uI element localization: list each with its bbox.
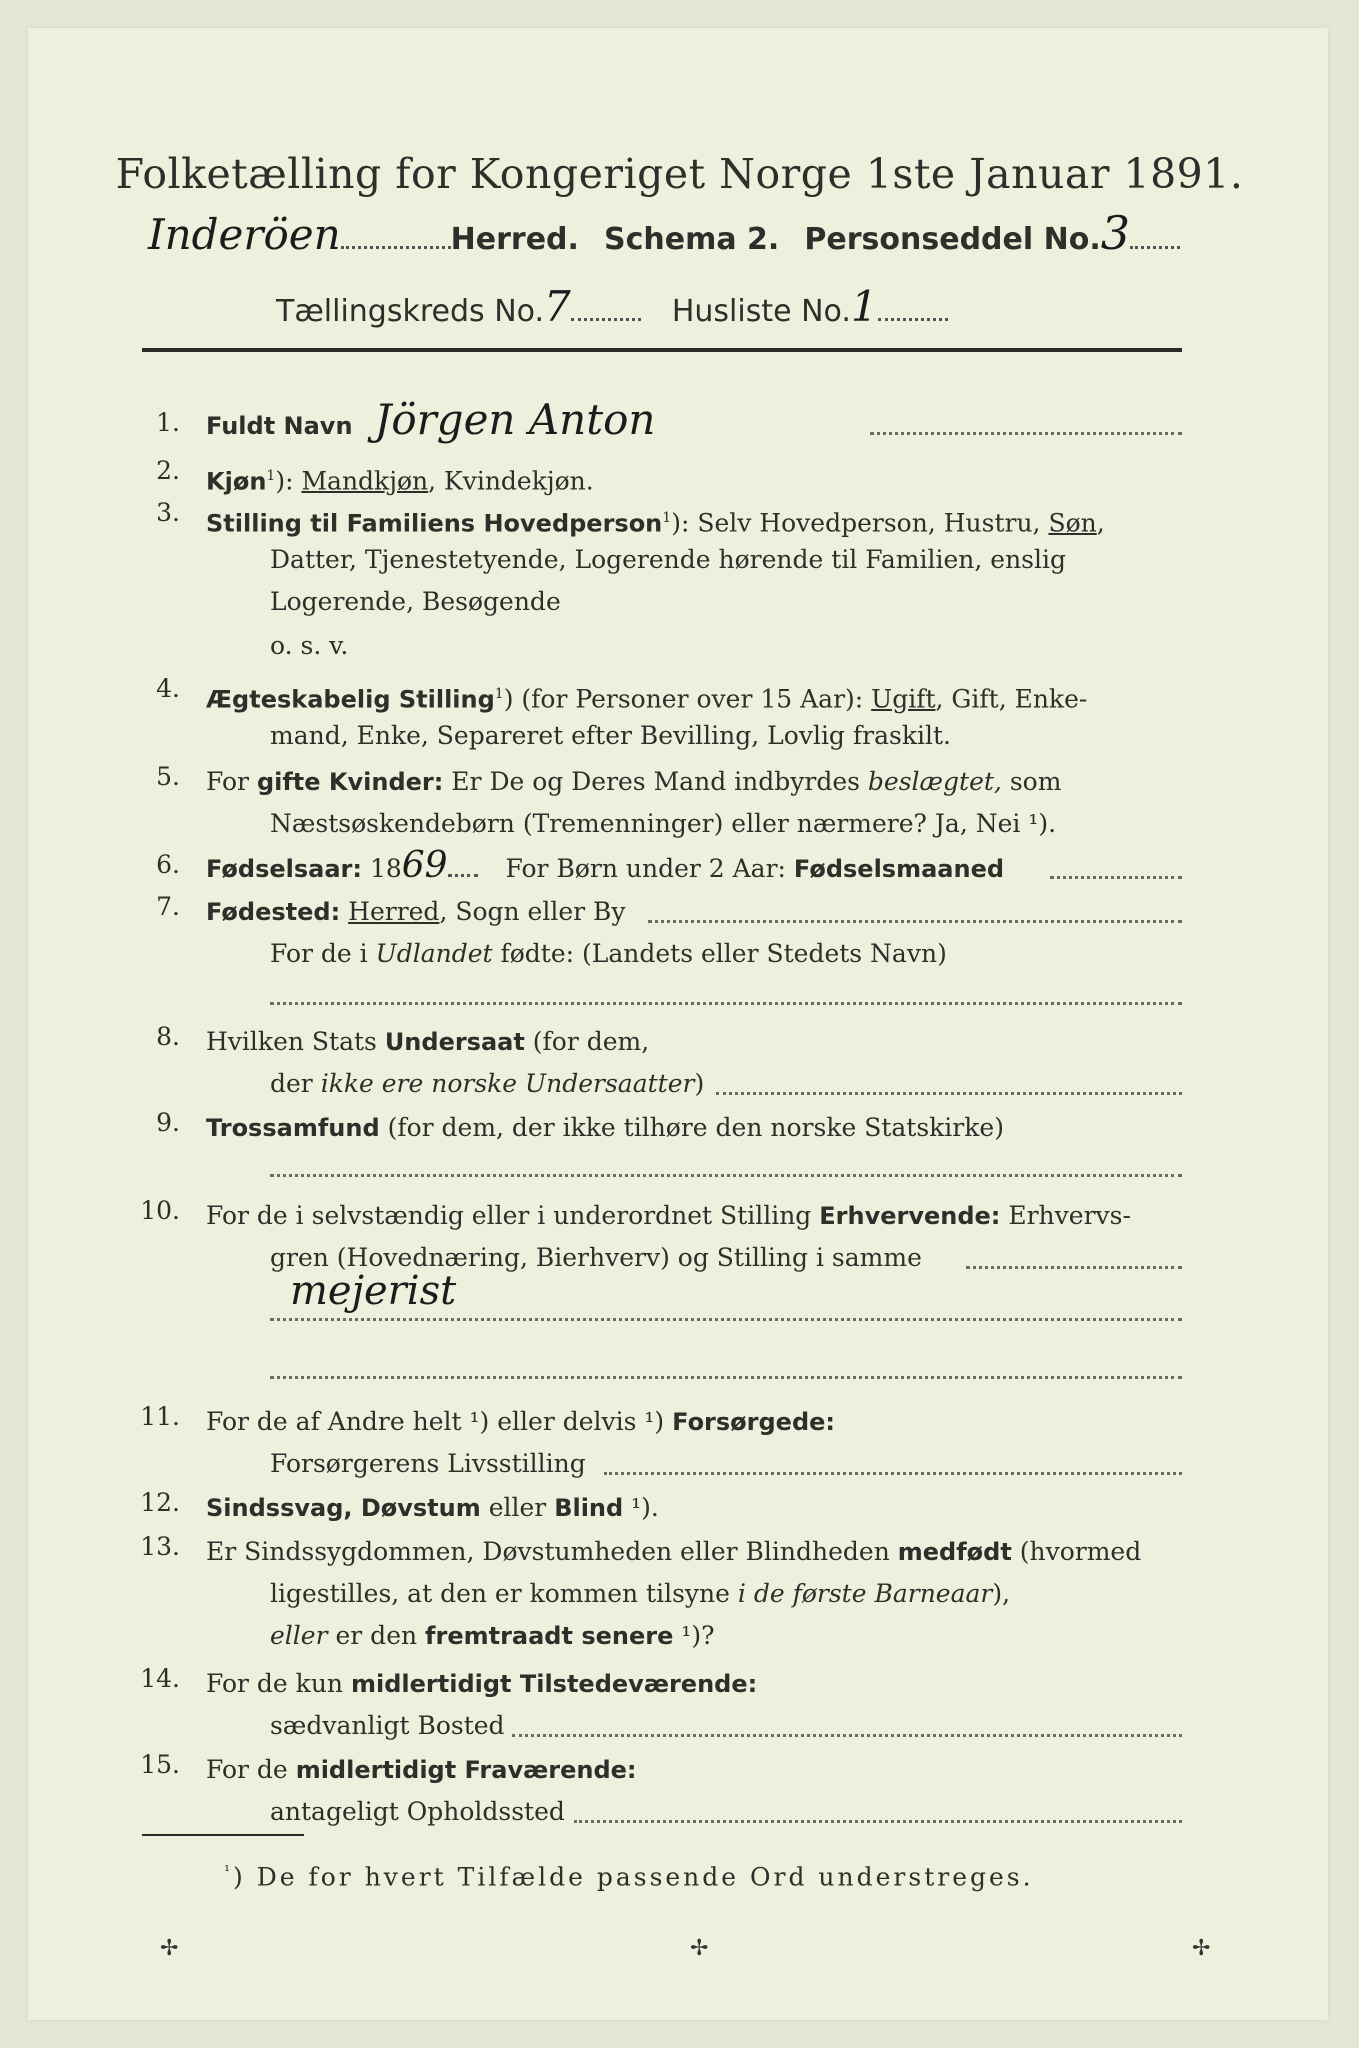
field-text: eller [480, 1493, 555, 1522]
item-5-married-women [206, 762, 1061, 802]
field-text: ligestilles, at den er kommen tilsyne [270, 1579, 738, 1608]
item-number: 5. [156, 762, 180, 791]
field-text: ¹). [623, 1493, 659, 1522]
field-text: eller [270, 1621, 328, 1650]
field-label: Fuldt Navn [206, 412, 353, 440]
item-number: 13. [140, 1532, 180, 1561]
field-label: fremtraadt senere [425, 1622, 674, 1650]
header-rule [142, 348, 1182, 352]
item-8-citizenship [206, 1022, 649, 1062]
birth-year-value: 69 [401, 845, 448, 886]
field-text: , [1096, 508, 1105, 538]
item-13-line3 [270, 1616, 715, 1656]
header-line-2 [276, 282, 948, 331]
herred-label: Herred. [450, 222, 579, 257]
field-text: Datter, Tjenestetyende, Logerende hørende til Familien, enslig [270, 545, 1067, 574]
field-label: Fødselsmaaned [793, 855, 1005, 883]
field-text: For de i selvstændig eller i underordnet Stilling [206, 1201, 820, 1230]
taellingskreds-value: 7 [544, 282, 571, 331]
field-text: ): Selv Hovedperson, Hustru, [671, 508, 1049, 538]
dot-leader [571, 317, 641, 321]
item-1-full-name [206, 395, 656, 446]
occupation-value: mejerist [290, 1268, 457, 1314]
item-8-line2 [270, 1064, 704, 1104]
item-4-marital: Ægteskabelig Stilling$^1$) (for Personer over 15 Aar): Ugift, Gift, Enke- [206, 684, 1088, 714]
dot-leader [604, 1472, 1182, 1475]
field-text: For de [206, 1755, 296, 1784]
field-text: , Gift, Enke- [935, 684, 1088, 714]
dot-leader [574, 1820, 1182, 1823]
item-number: 15. [140, 1750, 180, 1779]
header-line-1 [148, 206, 1188, 260]
footnote-text: ) De for hvert Tilfælde passende Ord understreges. [233, 1862, 1034, 1892]
field-text: ) (for Personer over 15 Aar): [503, 684, 872, 714]
decorative-mark: ✢ [690, 1936, 709, 1961]
field-text: For de i [270, 939, 376, 968]
footnote-ref: 1 [266, 468, 276, 484]
dot-leader [648, 920, 1182, 923]
field-text: For Børn under 2 Aar: [505, 854, 786, 883]
dot-leader [1050, 876, 1182, 879]
field-text: Udlandet [375, 939, 493, 968]
herred-value: Inderöen [148, 210, 341, 259]
item-number: 6. [156, 850, 180, 879]
field-text: er den [327, 1621, 426, 1650]
item-7-line2 [270, 934, 947, 974]
dot-leader [966, 1266, 1182, 1269]
item-10-occupation [206, 1196, 1131, 1236]
field-text: (for dem, [524, 1027, 650, 1056]
selected-option: Søn [1048, 508, 1097, 538]
selected-option: Herred [348, 897, 440, 926]
item-2-sex [206, 456, 594, 501]
item-number: 7. [156, 892, 180, 921]
field-text: fødte: (Landets eller Stedets Navn) [492, 939, 947, 968]
field-label: midlertidigt Fraværende: [295, 1756, 637, 1784]
field-text: Erhvervs- [1000, 1201, 1131, 1230]
field-text: ) [694, 1069, 705, 1098]
selected-option: Ugift [871, 684, 936, 714]
field-label: Erhvervende: [819, 1202, 1001, 1230]
field-label: Undersaat [384, 1028, 525, 1056]
item-number: 1. [156, 408, 180, 437]
field-label: Sindssvag, Døvstum [206, 1494, 481, 1522]
dot-leader [878, 317, 948, 321]
field-text: For de af Andre helt ¹) eller delvis ¹) [206, 1407, 673, 1436]
item-number: 14. [140, 1664, 180, 1693]
field-label: Trossamfund [206, 1114, 380, 1142]
item-number: 11. [140, 1402, 180, 1431]
field-label: Forsørgede: [672, 1408, 836, 1436]
item-15-temporary-absent [206, 1750, 637, 1790]
field-text: , Sogn eller By [439, 897, 626, 926]
field-label: Blind [554, 1494, 624, 1522]
field-text: , Kvindekjøn. [428, 466, 594, 496]
dot-leader [448, 873, 478, 877]
full-name-value: Jörgen Anton [374, 395, 656, 444]
field-text: beslægtet, [867, 767, 1002, 796]
field-text: Næstsøskendebørn (Tremenninger) eller nærmere? Ja, Nei ¹). [270, 809, 1057, 838]
selected-option: Mandkjøn [301, 466, 429, 496]
item-number: 3. [156, 498, 180, 527]
item-number: 9. [156, 1108, 180, 1137]
footnote-marker: ¹ [224, 1862, 234, 1880]
item-11-supported [206, 1402, 835, 1442]
field-text: (hvormed [1011, 1537, 1142, 1566]
dot-leader [270, 1174, 1182, 1177]
field-text: antageligt Opholdssted [270, 1797, 565, 1826]
field-text: mand, Enke, Separeret efter Bevilling, Lovlig fraskilt. [270, 721, 951, 750]
field-label: Stilling til Familiens Hovedperson [206, 509, 663, 538]
field-text: gren (Hovednæring, Bierhverv) og Stilling i samme [270, 1243, 922, 1272]
schema-label: Schema 2. [604, 222, 780, 257]
field-text: i de første Barneaar [737, 1579, 993, 1608]
field-text: Er De og Deres Mand indbyrdes [443, 767, 868, 796]
field-text: der [270, 1069, 321, 1098]
item-6-birth-year [206, 846, 1004, 889]
dot-leader [270, 1002, 1182, 1005]
field-text: Er Sindssygdommen, Døvstumheden eller Blindheden [206, 1537, 898, 1566]
item-number: 2. [156, 456, 180, 485]
field-text: o. s. v. [270, 631, 349, 660]
item-7-birthplace [206, 892, 626, 932]
dot-leader [1130, 245, 1180, 249]
field-label: Ægteskabelig Stilling [206, 685, 495, 714]
dot-leader [512, 1734, 1182, 1737]
dot-leader [341, 245, 451, 249]
item-12-disability [206, 1488, 659, 1528]
field-label: gifte Kvinder: [256, 768, 444, 796]
item-number: 8. [156, 1022, 180, 1051]
field-text: ikke ere norske Undersaatter [320, 1069, 695, 1098]
dot-leader [270, 1318, 1182, 1321]
dot-leader [870, 432, 1182, 435]
field-text: 18 [362, 854, 402, 883]
item-13-congenital [206, 1532, 1141, 1572]
footnote [224, 1862, 1034, 1891]
husliste-label: Husliste No. [671, 294, 851, 329]
item-3-relation: Stilling til Familiens Hovedperson$^1$): Selv Hovedperson, Hustru, Søn, [206, 508, 1105, 538]
taellingskreds-label: Tællingskreds No. [276, 294, 544, 329]
field-text: ): [275, 466, 302, 496]
field-text: Hvilken Stats [206, 1027, 385, 1056]
decorative-mark: ✢ [160, 1936, 179, 1961]
field-text: Logerende, Besøgende [270, 587, 561, 616]
field-label: Fødested: [206, 898, 341, 926]
form-title: Folketælling for Kongeriget Norge 1ste Januar 1891. [115, 150, 1244, 198]
item-number: 4. [156, 674, 180, 703]
dot-leader [270, 1376, 1182, 1379]
personseddel-label: Personseddel No. [804, 222, 1101, 257]
item-number: 10. [140, 1196, 180, 1225]
footnote-rule [142, 1834, 304, 1836]
field-text: ¹)? [673, 1621, 715, 1650]
item-number: 12. [140, 1488, 180, 1517]
field-text: ), [992, 1579, 1011, 1608]
item-13-line2 [270, 1574, 1010, 1614]
item-9-religion [206, 1108, 1004, 1148]
personseddel-value: 3 [1100, 206, 1130, 260]
field-text: For [206, 767, 257, 796]
field-text: som [1001, 767, 1062, 796]
dot-leader [716, 1092, 1182, 1095]
field-text: sædvanligt Bosted [270, 1711, 505, 1740]
field-text: Forsørgerens Livsstilling [270, 1449, 586, 1478]
field-text: For de kun [206, 1669, 351, 1698]
decorative-mark: ✢ [1192, 1936, 1211, 1961]
husliste-value: 1 [850, 282, 878, 331]
field-label: medfødt [897, 1538, 1012, 1566]
field-label: Kjøn [206, 467, 267, 496]
item-14-temporary-present [206, 1664, 757, 1704]
field-text: (for dem, der ikke tilhøre den norske Statskirke) [379, 1113, 1004, 1142]
field-label: midlertidigt Tilstedeværende: [350, 1670, 758, 1698]
field-label: Fødselsaar: [206, 855, 362, 883]
